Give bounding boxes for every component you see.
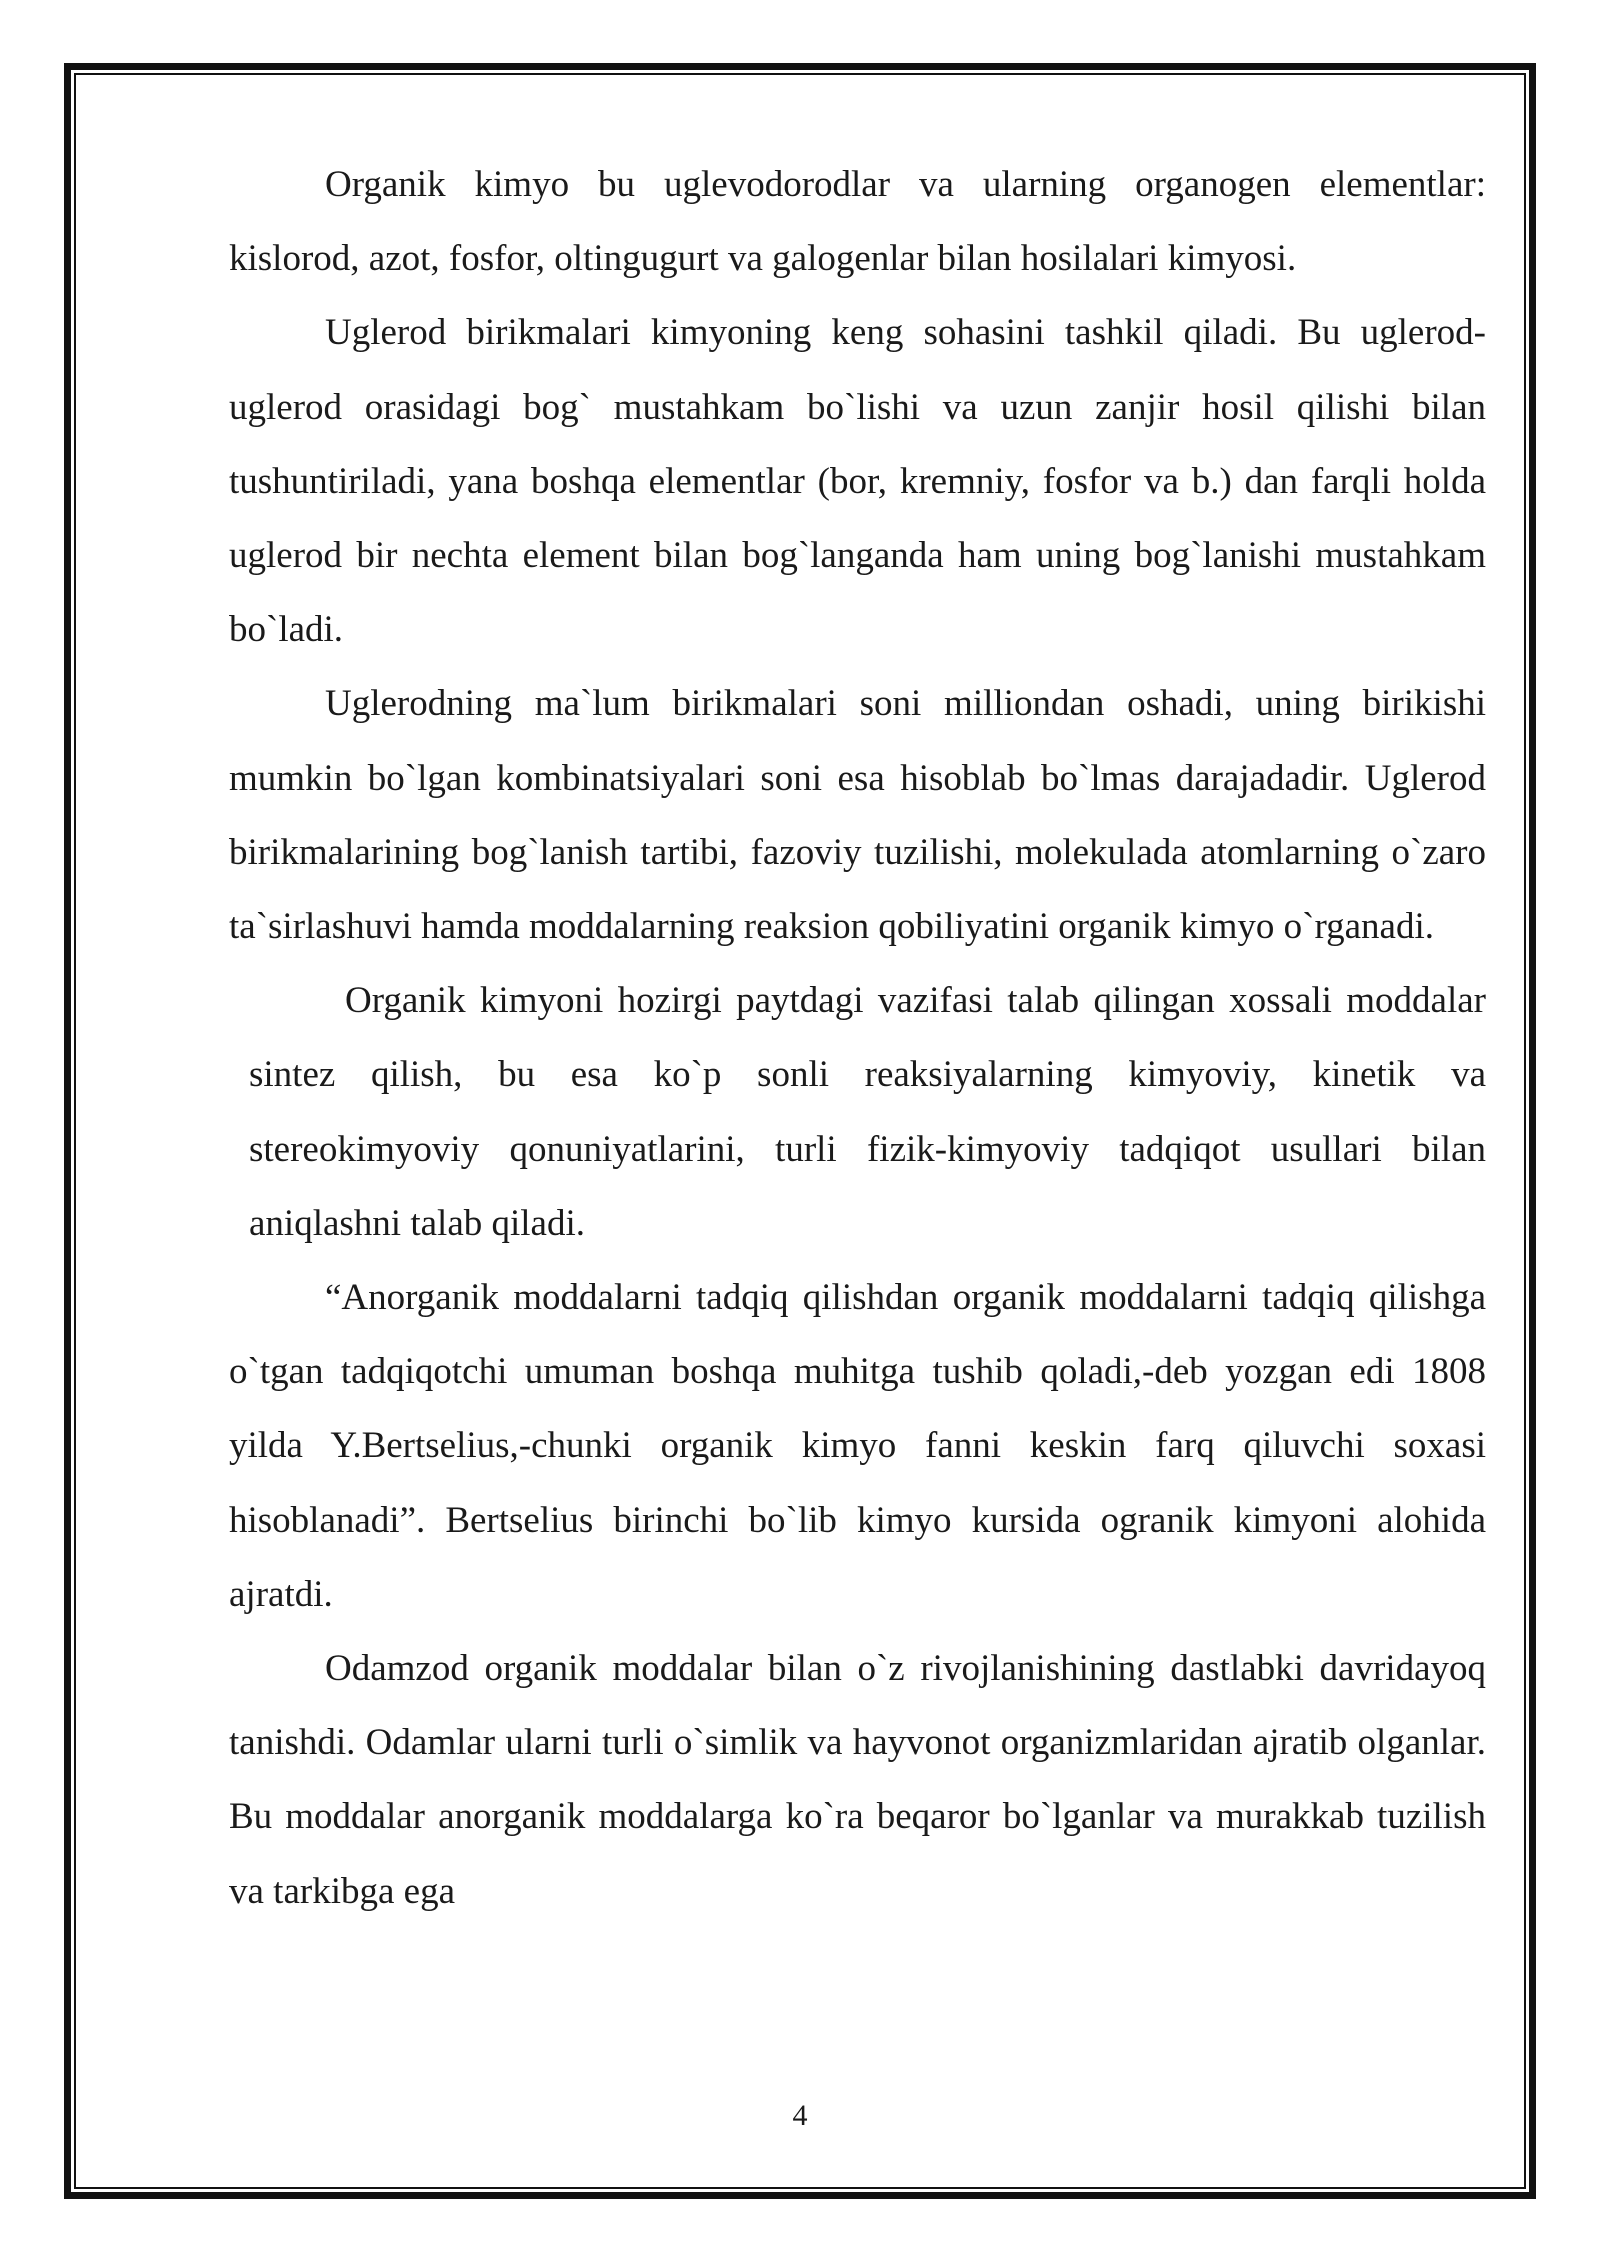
page-number: 4 — [792, 2099, 808, 2132]
paragraph-6: Odamzod organik moddalar bilan o`z rivojlanishining dastlabki davridayoq tanishdi. Odamlar ularni turli o`simlik va hayvonot organizmlaridan ajratib olganlar. Bu moddalar anorganik moddalarga ko`ra beqaror bo`lganlar va murakkab tuzilish va tarkibga ega — [229, 1648, 1486, 1912]
paragraph-3: Uglerodning ma`lum birikmalari soni milliondan oshadi, uning birikishi mumkin bo`lgan kombinatsiyalari soni esa hisoblab bo`lmas darajadadir. Uglerod birikmalarining bog`lanish tartibi, fazoviy tuzilishi, molekulada atomlarning o`zaro ta`sirlashuvi hamda moddalarning reaksion qobiliyatini organik kimyo o`rganadi. — [229, 683, 1486, 948]
paragraph-5: “Anorganik moddalarni tadqiq qilishdan organik moddalarni tadqiq qilishga o`tgan tadqiqotchi umuman boshqa muhitga tushib qoladi,-deb yozgan edi 1808 yilda Y.Bertselius,-chunki organik kimyo fanni keskin farq qiluvchi soxasi hisoblanadi”. Bertselius birinchi bo`lib kimyo kursida ogranik kimyoni alohida ajratdi. — [229, 1277, 1486, 1615]
paragraph-1: Organik kimyo bu uglevodorodlar va ularning organogen elementlar: kislorod, azot, fosfor, oltingugurt va galogenlar bilan hosilalari kimyosi. — [229, 164, 1486, 280]
paragraph-4: Organik kimyoni hozirgi paytdagi vazifasi talab qilingan xossali moddalar sintez qilish, bu esa ko`p sonli reaksiyalarning kimyoviy, kinetik va stereokimyoviy qonuniyatlarini, turli fizik-kimyoviy tadqiqot usullari bilan aniqlashni talab qiladi. — [249, 980, 1486, 1244]
paragraph-2: Uglerod birikmalari kimyoning keng sohasini tashkil qiladi. Bu uglerod-uglerod orasidagi bog` mustahkam bo`lishi va uzun zanjir hosil qilishi bilan tushuntiriladi, yana boshqa elementlar (bor, kremniy, fosfor va b.) dan farqli holda uglerod bir nechta element bilan bog`langanda ham uning bog`lanishi mustahkam bo`ladi. — [229, 312, 1486, 651]
document-body — [229, 148, 1486, 1929]
